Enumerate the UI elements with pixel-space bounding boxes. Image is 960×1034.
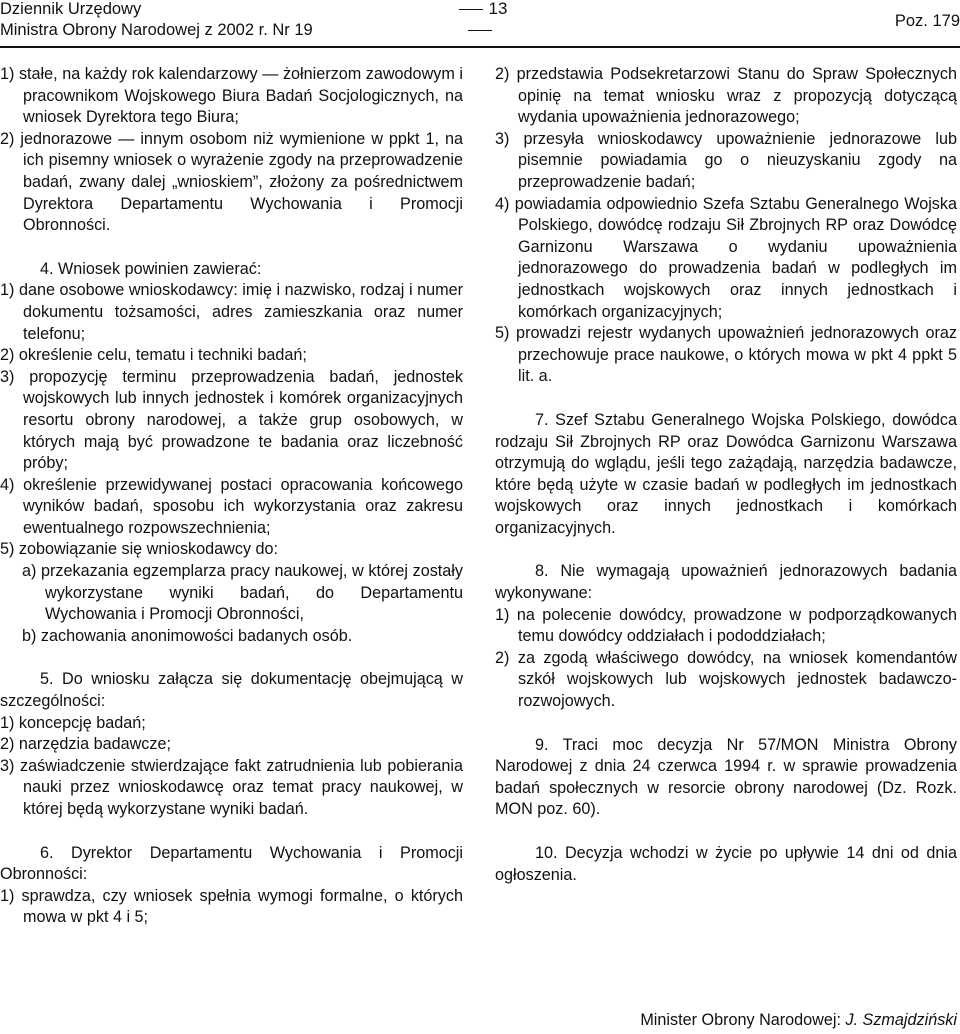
left-column [0, 64, 463, 929]
paragraph: 4) określenie przewidywanej postaci opracowania końcowego wyników badań, sposobu ich wykorzystania oraz zakresu ewentualnego rozpowszechnienia; [0, 475, 463, 537]
paragraph: 10. Decyzja wchodzi w życie po upływie 14 dni od dnia ogłoszenia. [495, 844, 957, 884]
paragraph: b) zachowania anonimowości badanych osób. [22, 626, 353, 645]
paragraph: 9. Traci moc decyzja Nr 57/MON Ministra Obrony Narodowej z dnia 24 czerwca 1994 r. w sprawie prowadzenia badań społecznych w resorcie obrony narodowej (Dz. Rozk. MON poz. 60). [495, 735, 957, 819]
paragraph: 1) na polecenie dowódcy, prowadzone w podporządkowanych temu dowódcy oddziałach i pododdziałach; [495, 605, 957, 646]
paragraph: 4. Wniosek powinien zawierać: [40, 259, 262, 278]
page-header [0, 0, 960, 44]
paragraph: 6. Dyrektor Departamentu Wychowania i Promocji Obronności: [0, 843, 463, 884]
signature-block [495, 1010, 957, 1032]
signature-label: Minister Obrony Narodowej: [640, 1011, 841, 1029]
paragraph: 2) narzędzia badawcze; [0, 735, 171, 754]
paragraph: 3) zaświadczenie stwierdzające fakt zatrudnienia lub pobierania nauki przez wnioskodawcę oraz temat pracy naukowej, w której będą wykorzystane wyniki badań. [0, 756, 463, 818]
paragraph: 1) sprawdza, czy wniosek spełnia wymogi formalne, o których mowa w pkt 4 i 5; [0, 886, 463, 927]
paragraph: 1) dane osobowe wnioskodawcy: imię i nazwisko, rodzaj i numer dokumentu tożsamości, adres zamieszkania oraz numer telefonu; [0, 281, 463, 343]
paragraph: 1) stałe, na każdy rok kalendarzowy — żołnierzom zawodowym i pracownikom Wojskowego Biura Badań Socjologicznych, na wniosek Dyrektora tego Biura; [0, 65, 463, 127]
paragraph: 5) zobowiązanie się wnioskodawcy do: [0, 540, 279, 559]
paragraph: 2) jednorazowe — innym osobom niż wymienione w ppkt 1, na ich pisemny wniosek o wyrażenie zgody na przeprowadzenie badań, zwany dalej „wnioskiem”, złożony za pośrednictwem Dyrektora Departamentu Wychowania i Promocji Obronności. [0, 129, 463, 235]
paragraph: 2) określenie celu, tematu i techniki badań; [0, 346, 307, 365]
paragraph: 2) przedstawia Podsekretarzowi Stanu do Spraw Społecznych opinię na temat wniosku wraz z propozycją dotyczącą wydania upoważnienia jednorazowego; [495, 65, 957, 127]
paragraph: 7. Szef Sztabu Generalnego Wojska Polskiego, dowódca rodzaju Sił Zbrojnych RP oraz Dowódca Garnizonu Warszawa otrzymują do wglądu, jeśli tego zażądają, narzędzia badawcze, które będą użyte w czasie badań w podległych im jednostkach wojskowych oraz innych jednostkach i komórkach organizacyjnych. [495, 410, 957, 537]
paragraph: 3) przesyła wnioskodawcy upoważnienie jednorazowe lub pisemnie powiadamia go o nieuzyskaniu zgody na przeprowadzenie badań; [495, 129, 957, 191]
journal-header [0, 0, 313, 41]
right-column [495, 64, 957, 886]
paragraph: 8. Nie wymagają upoważnień jednorazowych badania wykonywane: [495, 562, 957, 603]
signature-name: J. Szmajdziński [845, 1011, 957, 1029]
paragraph: 5. Do wniosku załącza się dokumentację obejmującą w szczególności: [0, 670, 463, 711]
position-number: Poz. 179 [894, 12, 960, 30]
journal-subtitle: Ministra Obrony Narodowej z 2002 r. Nr 19 [0, 21, 313, 39]
paragraph: 2) za zgodą właściwego dowódcy, na wniosek komendantów szkół wojskowych lub wojskowych jednostek badawczo-rozwojowych. [495, 648, 957, 711]
journal-title: Dziennik Urzędowy [0, 0, 142, 18]
header-rule [0, 46, 960, 48]
page-number-value: 13 [488, 0, 508, 18]
paragraph: 1) koncepcję badań; [0, 713, 146, 732]
page-number [440, 0, 520, 40]
paragraph: a) przekazania egzemplarza pracy naukowej, w której zostały wykorzystane wyniki badań, do Departamentu Wychowania i Promocji Obronności, [22, 562, 463, 624]
paragraph: 5) prowadzi rejestr wydanych upoważnień jednorazowych oraz przechowuje prace naukowe, o których mowa w pkt 4 ppkt 5 lit. a. [495, 324, 957, 386]
paragraph: 4) powiadamia odpowiednio Szefa Sztabu Generalnego Wojska Polskiego, dowódcę rodzaju Sił Zbrojnych RP oraz Dowódcę Garnizonu Warszawa o wydaniu upoważnienia jednorazowego do prowadzenia badań w podległych im jednostkach wojskowych oraz innych jednostkach i komórkach organizacyjnych; [495, 194, 957, 321]
paragraph: 3) propozycję terminu przeprowadzenia badań, jednostek wojskowych lub innych jednostek i komórek organizacyjnych resortu obrony narodowej, a także grup osobowych, w których mają być prowadzone te badania oraz liczebność próby; [0, 367, 463, 473]
